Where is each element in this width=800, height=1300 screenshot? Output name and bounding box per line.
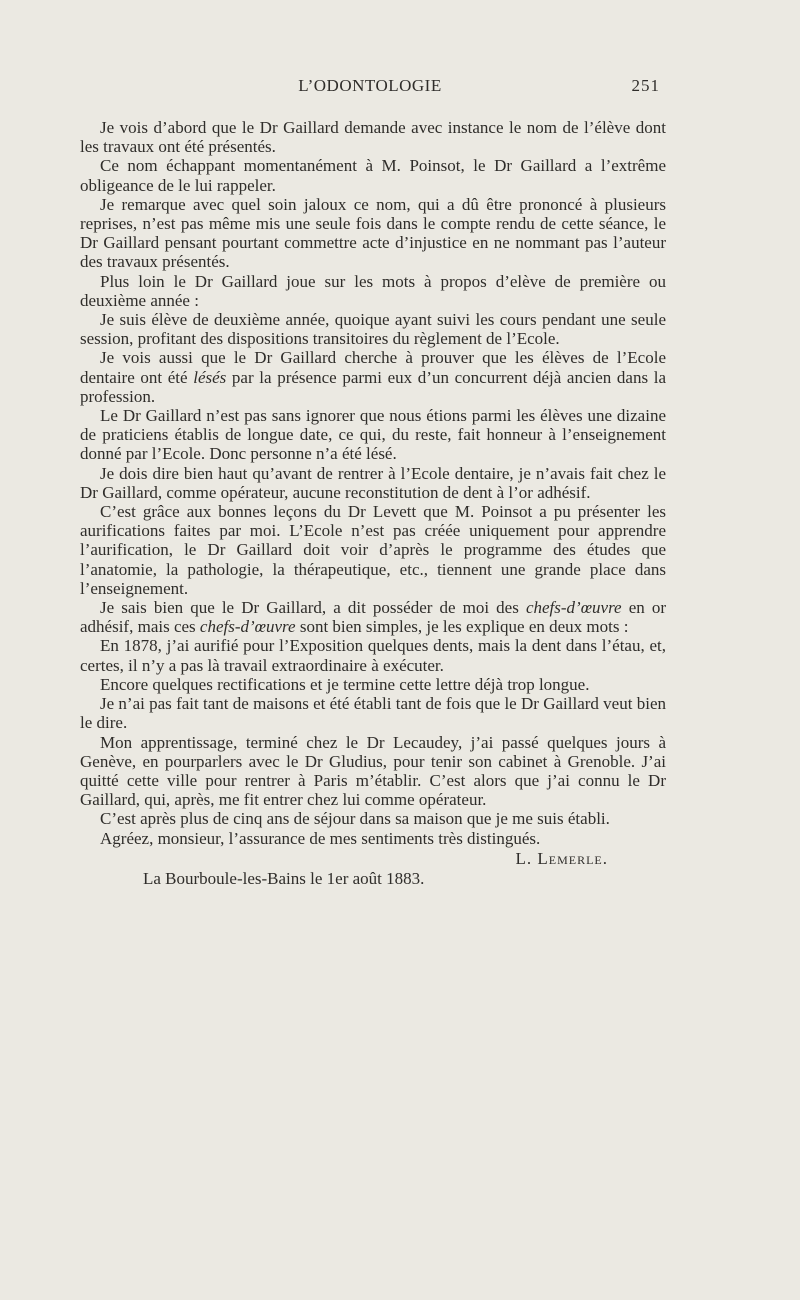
text-run: par la présence parmi eux d’un concurrent déjà ancien dans la profession.: [80, 367, 667, 406]
dateline: La Bourboule-les-Bains le 1er août 1883.: [143, 868, 425, 888]
paragraph: Je vois d’abord que le Dr Gaillard demande avec instance le nom de l’élève dont les travaux ont été présentés.: [80, 118, 666, 157]
paragraph: C’est grâce aux bonnes leçons du Dr Levett que M. Poinsot a pu présenter les aurifications faites par moi. L’Ecole n’est pas créée uniquement pour apprendre l’aurification, le Dr Gaillard doit voir d’après le programme des études que l’anatomie, la pathologie, la thérapeutique, etc., tiennent une grande place dans l’enseignement.: [80, 502, 666, 598]
paragraph: Ce nom échappant momentanément à M. Poinsot, le Dr Gaillard a l’extrême obligeance de le lui rappeler.: [80, 156, 666, 195]
paragraph: Le Dr Gaillard n’est pas sans ignorer que nous étions parmi les élèves une dizaine de praticiens établis de longue date, ce qui, du reste, fait honneur à l’enseignement donné par l’Ecole. Donc personne n’a été lésé.: [80, 406, 666, 464]
italic-term: lésés: [193, 367, 227, 387]
italic-term: chefs-d’œuvre: [525, 598, 622, 618]
signature: L. Lemerle.: [515, 848, 608, 868]
paragraph: Mon apprentissage, terminé chez le Dr Lecaudey, j’ai passé quelques jours à Genève, en pourparlers avec le Dr Gludius, pour tenir son cabinet à Grenoble. J’ai quitté cette ville pour rentrer à Paris m’établir. C’est alors que j’ai connu le Dr Gaillard, qui, après, me fit entrer chez lui comme opérateur.: [80, 732, 666, 810]
paragraph: Je n’ai pas fait tant de maisons et été établi tant de fois que le Dr Gaillard veut bien le dire.: [80, 694, 666, 733]
paragraph: [80, 598, 666, 636]
paragraph: [80, 348, 666, 406]
paragraph: Agréez, monsieur, l’assurance de mes sentiments très distingués.: [100, 828, 541, 848]
text-run: Je sais bien que le Dr Gaillard, a dit posséder de moi des: [100, 598, 526, 618]
running-title: L’ODONTOLOGIE: [298, 76, 442, 95]
text-run: Je vois aussi que le Dr Gaillard cherche à prouver que les élèves de l’Ecole dentaire ont été: [80, 348, 666, 387]
paragraph: Je remarque avec quel soin jaloux ce nom, qui a dû être prononcé à plusieurs reprises, n’est pas même mis une seule fois dans le compte rendu de cette séance, le Dr Gaillard pensant pourtant commettre acte d’injustice en ne nommant pas l’auteur des travaux présentés.: [80, 194, 666, 272]
italic-term: chefs-d’œuvre: [199, 617, 296, 637]
paragraph: Je dois dire bien haut qu’avant de rentrer à l’Ecole dentaire, je n’avais fait chez le Dr Gaillard, comme opérateur, aucune reconstitution de dent à l’or adhésif.: [80, 463, 666, 502]
page-header: [80, 76, 660, 102]
paragraph: C’est après plus de cinq ans de séjour dans sa maison que je me suis établi.: [100, 809, 610, 829]
page-number: 251: [631, 76, 660, 95]
paragraph: En 1878, j’ai aurifié pour l’Exposition quelques dents, mais la dent dans l’étau, et, certes, il n’y a pas là travail extraordinaire à exécuter.: [80, 636, 666, 675]
paragraph: Plus loin le Dr Gaillard joue sur les mots à propos d’elève de première ou deuxième année :: [80, 271, 666, 310]
text-run: en or adhésif, mais ces: [80, 598, 666, 637]
text-run: sont bien simples, je les explique en deux mots :: [295, 617, 629, 637]
paragraph: Je suis élève de deuxième année, quoique ayant suivi les cours pendant une seule session, profitant des dispositions transitoires du règlement de l’Ecole.: [80, 310, 666, 349]
paragraph: Encore quelques rectifications et je termine cette lettre déjà trop longue.: [100, 674, 590, 694]
letter-body: [80, 118, 666, 888]
